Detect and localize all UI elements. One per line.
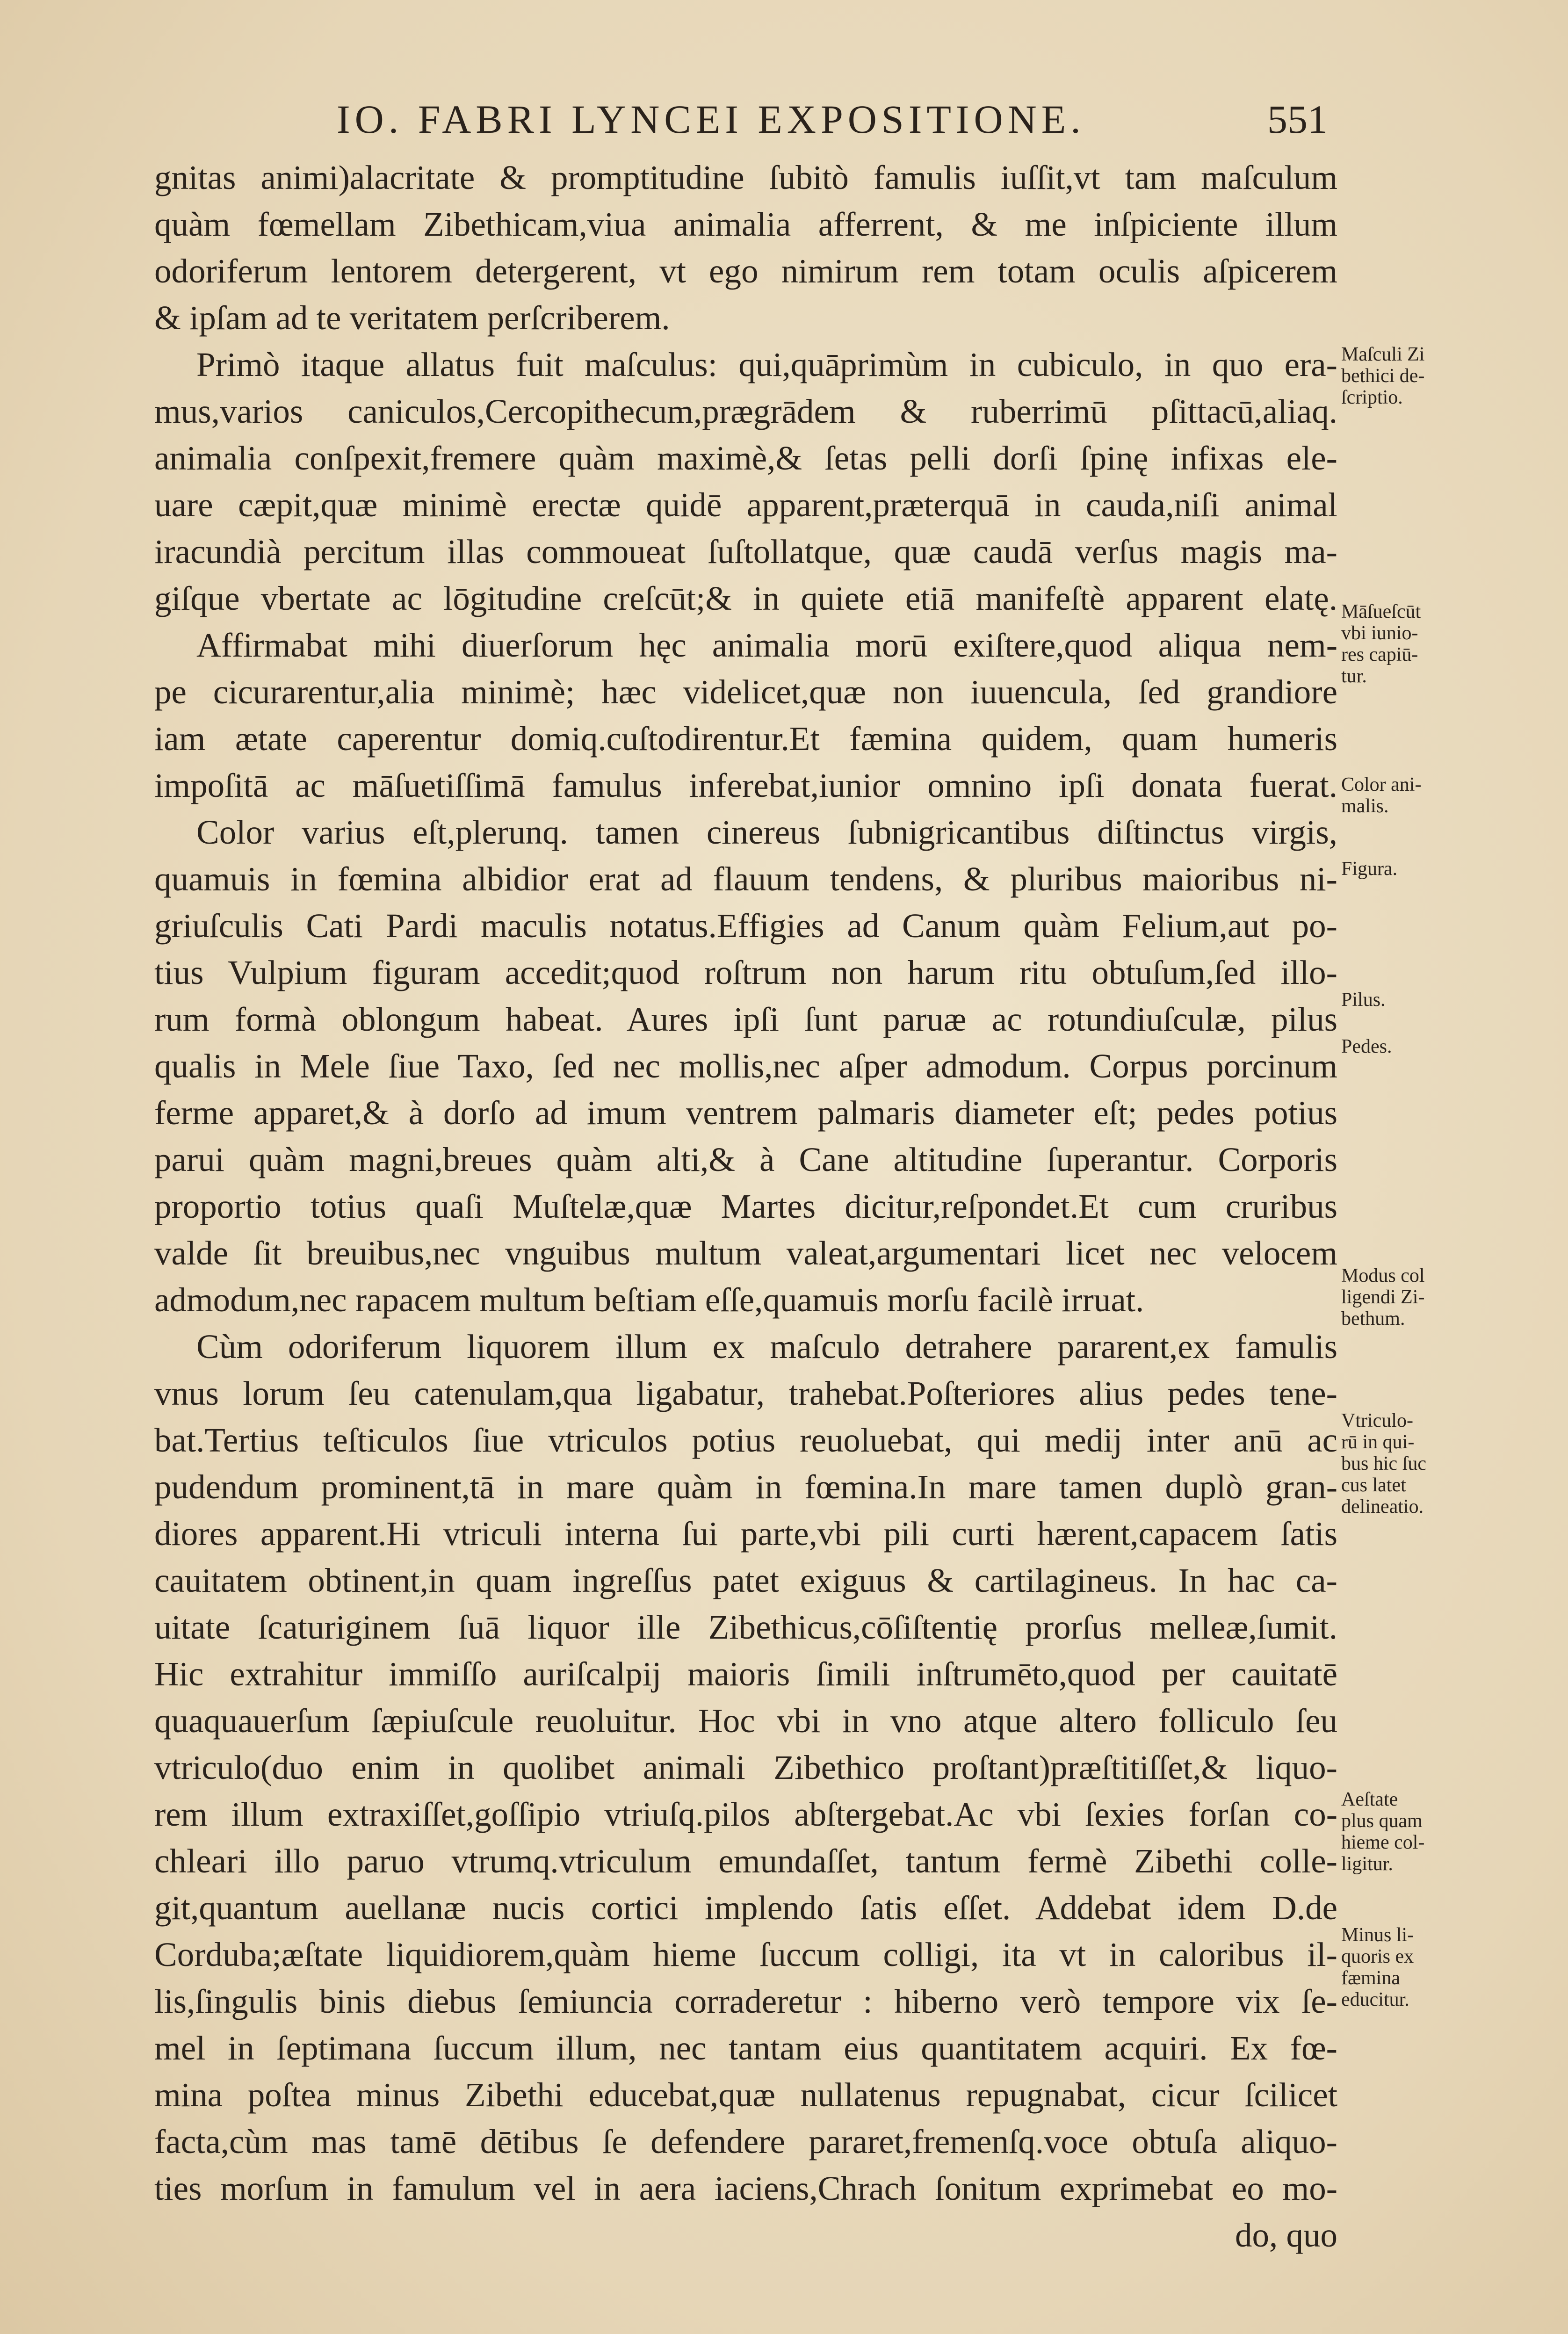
text-line: Corduba;æſtate liquidiorem,quàm hieme ſuccum colligi, ita vt in caloribus il- [154,1936,1337,1973]
margin-note-line: educitur. [1341,1989,1409,2010]
text-line: vnus lorum ſeu catenulam,qua ligabatur, trahebat.Poſteriores alius pedes tene- [154,1374,1337,1412]
margin-note-line: tur. [1341,665,1367,687]
margin-note-line: rū in qui- [1341,1431,1415,1453]
text-line: Color varius eſt,plerunq. tamen cinereus ſubnigricantibus diſtinctus virgis, [196,813,1337,851]
margin-note-line: delineatio. [1341,1496,1424,1517]
text-line: quàm fœmellam Zibethicam,viua animalia afferrent, & me inſpiciente illum [154,205,1337,243]
text-line: griuſculis Cati Pardi maculis notatus.Effigies ad Canum quàm Felium,aut po- [154,907,1337,945]
text-line: Primò itaque allatus fuit maſculus: qui,quāprimùm in cubiculo, in quo era- [196,346,1337,383]
margin-note [1341,1410,1510,1517]
text-line: pe cicurarentur,alia minimè; hæc videlicet,quæ non iuuencula, ſed grandiore [154,673,1337,711]
margin-note-line: Color ani- [1341,774,1422,795]
text-line: Cùm odoriferum liquorem illum ex maſculo detrahere pararent,ex famulis [196,1328,1337,1366]
text-line: cauitatem obtinent,in quam ingreſſus patet exiguus & cartilagineus. In hac ca- [154,1561,1337,1599]
text-line: uare cæpit,quæ minimè erectæ quidē apparent,præterquā in cauda,niſi animal [154,486,1337,524]
margin-note-line: vbi iunio- [1341,622,1418,644]
text-line: vtriculo(duo enim in quolibet animali Zibethico proſtant)præſtitiſſet,& liquo- [154,1749,1337,1786]
margin-note [1341,344,1510,408]
text-line: do, quo [1235,2216,1337,2254]
text-line: Affirmabat mihi diuerſorum hęc animalia morū exiſtere,quod aliqua nem- [196,626,1337,664]
text-line: giſque vbertate ac lōgitudine creſcūt;& in quiete etiā manifeſtè apparent elatę. [154,579,1337,617]
text-line: Hic extrahitur immiſſo auriſcalpij maioris ſimili inſtrumēto,quod per cauitatē [154,1655,1337,1693]
margin-note-line: cus latet [1341,1474,1406,1496]
text-line: quaquauerſum ſæpiuſcule reuoluitur. Hoc vbi in vno atque altero folliculo ſeu [154,1702,1337,1740]
page-number: 551 [1267,97,1328,142]
text-line: uitate ſcaturiginem ſuā liquor ille Zibethicus,cōſiſtentię prorſus melleæ,ſumit. [154,1608,1337,1646]
margin-note [1341,774,1510,817]
text-line: tius Vulpium figuram accedit;quod roſtrum non harum ritu obtuſum,ſed illo- [154,954,1337,991]
margin-note-line: malis. [1341,795,1389,817]
margin-note-line: Māſueſcūt [1341,601,1421,622]
margin-note-line: Modus col [1341,1265,1425,1286]
text-line: chleari illo paruo vtrumq.vtriculum emundaſſet, tantum fermè Zibethi colle- [154,1842,1337,1880]
margin-note-line: res capiū- [1341,644,1418,665]
margin-note-line: plus quam [1341,1810,1423,1832]
margin-note-line: hieme col- [1341,1832,1425,1853]
margin-note-line: fæmina [1341,1967,1400,1989]
text-line: git,quantum auellanæ nucis cortici implendo ſatis eſſet. Addebat idem D.de [154,1889,1337,1927]
margin-note-line: Pedes. [1341,1036,1392,1057]
margin-note [1341,1265,1510,1330]
margin-note-line: Figura. [1341,858,1398,880]
text-line: proportio totius quaſi Muſtelæ,quæ Martes dicitur,reſpondet.Et cum cruribus [154,1187,1337,1225]
margin-note-line: quoris ex [1341,1946,1414,1967]
text-line: odoriferum lentorem detergerent, vt ego nimirum rem totam oculis aſpicerem [154,252,1337,290]
text-line: parui quàm magni,breues quàm alti,& à Cane altitudine ſuperantur. Corporis [154,1141,1337,1178]
margin-note [1341,1924,1510,2010]
text-line: facta,cùm mas tamē dētibus ſe defendere pararet,fremenſq.voce obtuſa aliquo- [154,2123,1337,2161]
margin-note-line: ligitur. [1341,1853,1393,1875]
text-line: pudendum prominent,tā in mare quàm in fœmina.In mare tamen duplò gran- [154,1468,1337,1506]
margin-note-line: Maſculi Zi [1341,344,1425,365]
margin-note-line: Vtriculo- [1341,1410,1413,1431]
running-title: IO. FABRI LYNCEI EXPOSITIONE. [337,97,1085,142]
text-line: iracundià percitum illas commoueat ſuſtollatque, quæ caudā verſus magis ma- [154,533,1337,571]
text-line: iam ætate caperentur domiq.cuſtodirentur.Et fæmina quidem, quam humeris [154,720,1337,758]
text-line: ferme apparet,& à dorſo ad imum ventrem palmaris diameter eſt; pedes potius [154,1094,1337,1132]
margin-note [1341,601,1510,687]
text-line: mel in ſeptimana ſuccum illum, nec tantam eius quantitatem acquiri. Ex fœ- [154,2029,1337,2067]
margin-note [1341,1036,1510,1057]
margin-note-line: ſcriptio. [1341,387,1403,408]
text-line: lis,ſingulis binis diebus ſemiuncia corraderetur : hiberno verò tempore vix ſe- [154,1982,1337,2020]
margin-note [1341,989,1510,1011]
text-line: diores apparent.Hi vtriculi interna ſui parte,vbi pili curti hærent,capacem ſatis [154,1515,1337,1553]
text-line: quamuis in fœmina albidior erat ad flauum tendens, & pluribus maioribus ni- [154,860,1337,898]
text-line: mus,varios caniculos,Cercopithecum,prægrādem & ruberrimū pſittacū,aliaq. [154,392,1337,430]
margin-note-line: ligendi Zi- [1341,1286,1425,1308]
text-line: rum formà oblongum habeat. Aures ipſi ſunt paruæ ac rotundiuſculæ, pilus [154,1000,1337,1038]
main-text [154,154,1337,2259]
text-line: mina poſtea minus Zibethi educebat,quæ nullatenus repugnabat, cicur ſcilicet [154,2076,1337,2114]
margin-note-line: Aeſtate [1341,1789,1398,1810]
text-line: impoſitā ac māſuetiſſimā famulus inferebat,iunior omnino ipſi donata fuerat. [154,766,1337,804]
text-line: animalia conſpexit,fremere quàm maximè,& ſetas pelli dorſi ſpinę infixas ele- [154,439,1337,477]
margin-note-line: Minus li- [1341,1924,1414,1946]
text-line: valde ſit breuibus,nec vnguibus multum valeat,argumentari licet nec velocem [154,1234,1337,1272]
text-line: admodum,nec rapacem multum beſtiam eſſe,quamuis morſu facilè irruat. [154,1281,1144,1319]
text-line: bat.Tertius teſticulos ſiue vtriculos potius reuoluebat, qui medij inter anū ac [154,1421,1337,1459]
margin-note [1341,858,1510,880]
margin-note-line: bus hic ſuc [1341,1453,1426,1474]
text-line: gnitas animi)alacritate & promptitudine ſubitò famulis iuſſit,vt tam maſculum [154,159,1337,196]
text-line: qualis in Mele ſiue Taxo, ſed nec mollis,nec aſper admodum. Corpus porcinum [154,1047,1337,1085]
margin-note-line: bethici de- [1341,365,1425,387]
text-line: rem illum extraxiſſet,goſſipio vtriuſq.pilos abſtergebat.Ac vbi ſexies forſan co- [154,1795,1337,1833]
text-line: & ipſam ad te veritatem perſcriberem. [154,299,670,337]
margin-note-line: bethum. [1341,1308,1405,1330]
margin-note-line: Pilus. [1341,989,1386,1011]
text-line: ties morſum in famulum vel in aera iaciens,Chrach ſonitum exprimebat eo mo- [154,2169,1337,2207]
margin-note [1341,1789,1510,1875]
